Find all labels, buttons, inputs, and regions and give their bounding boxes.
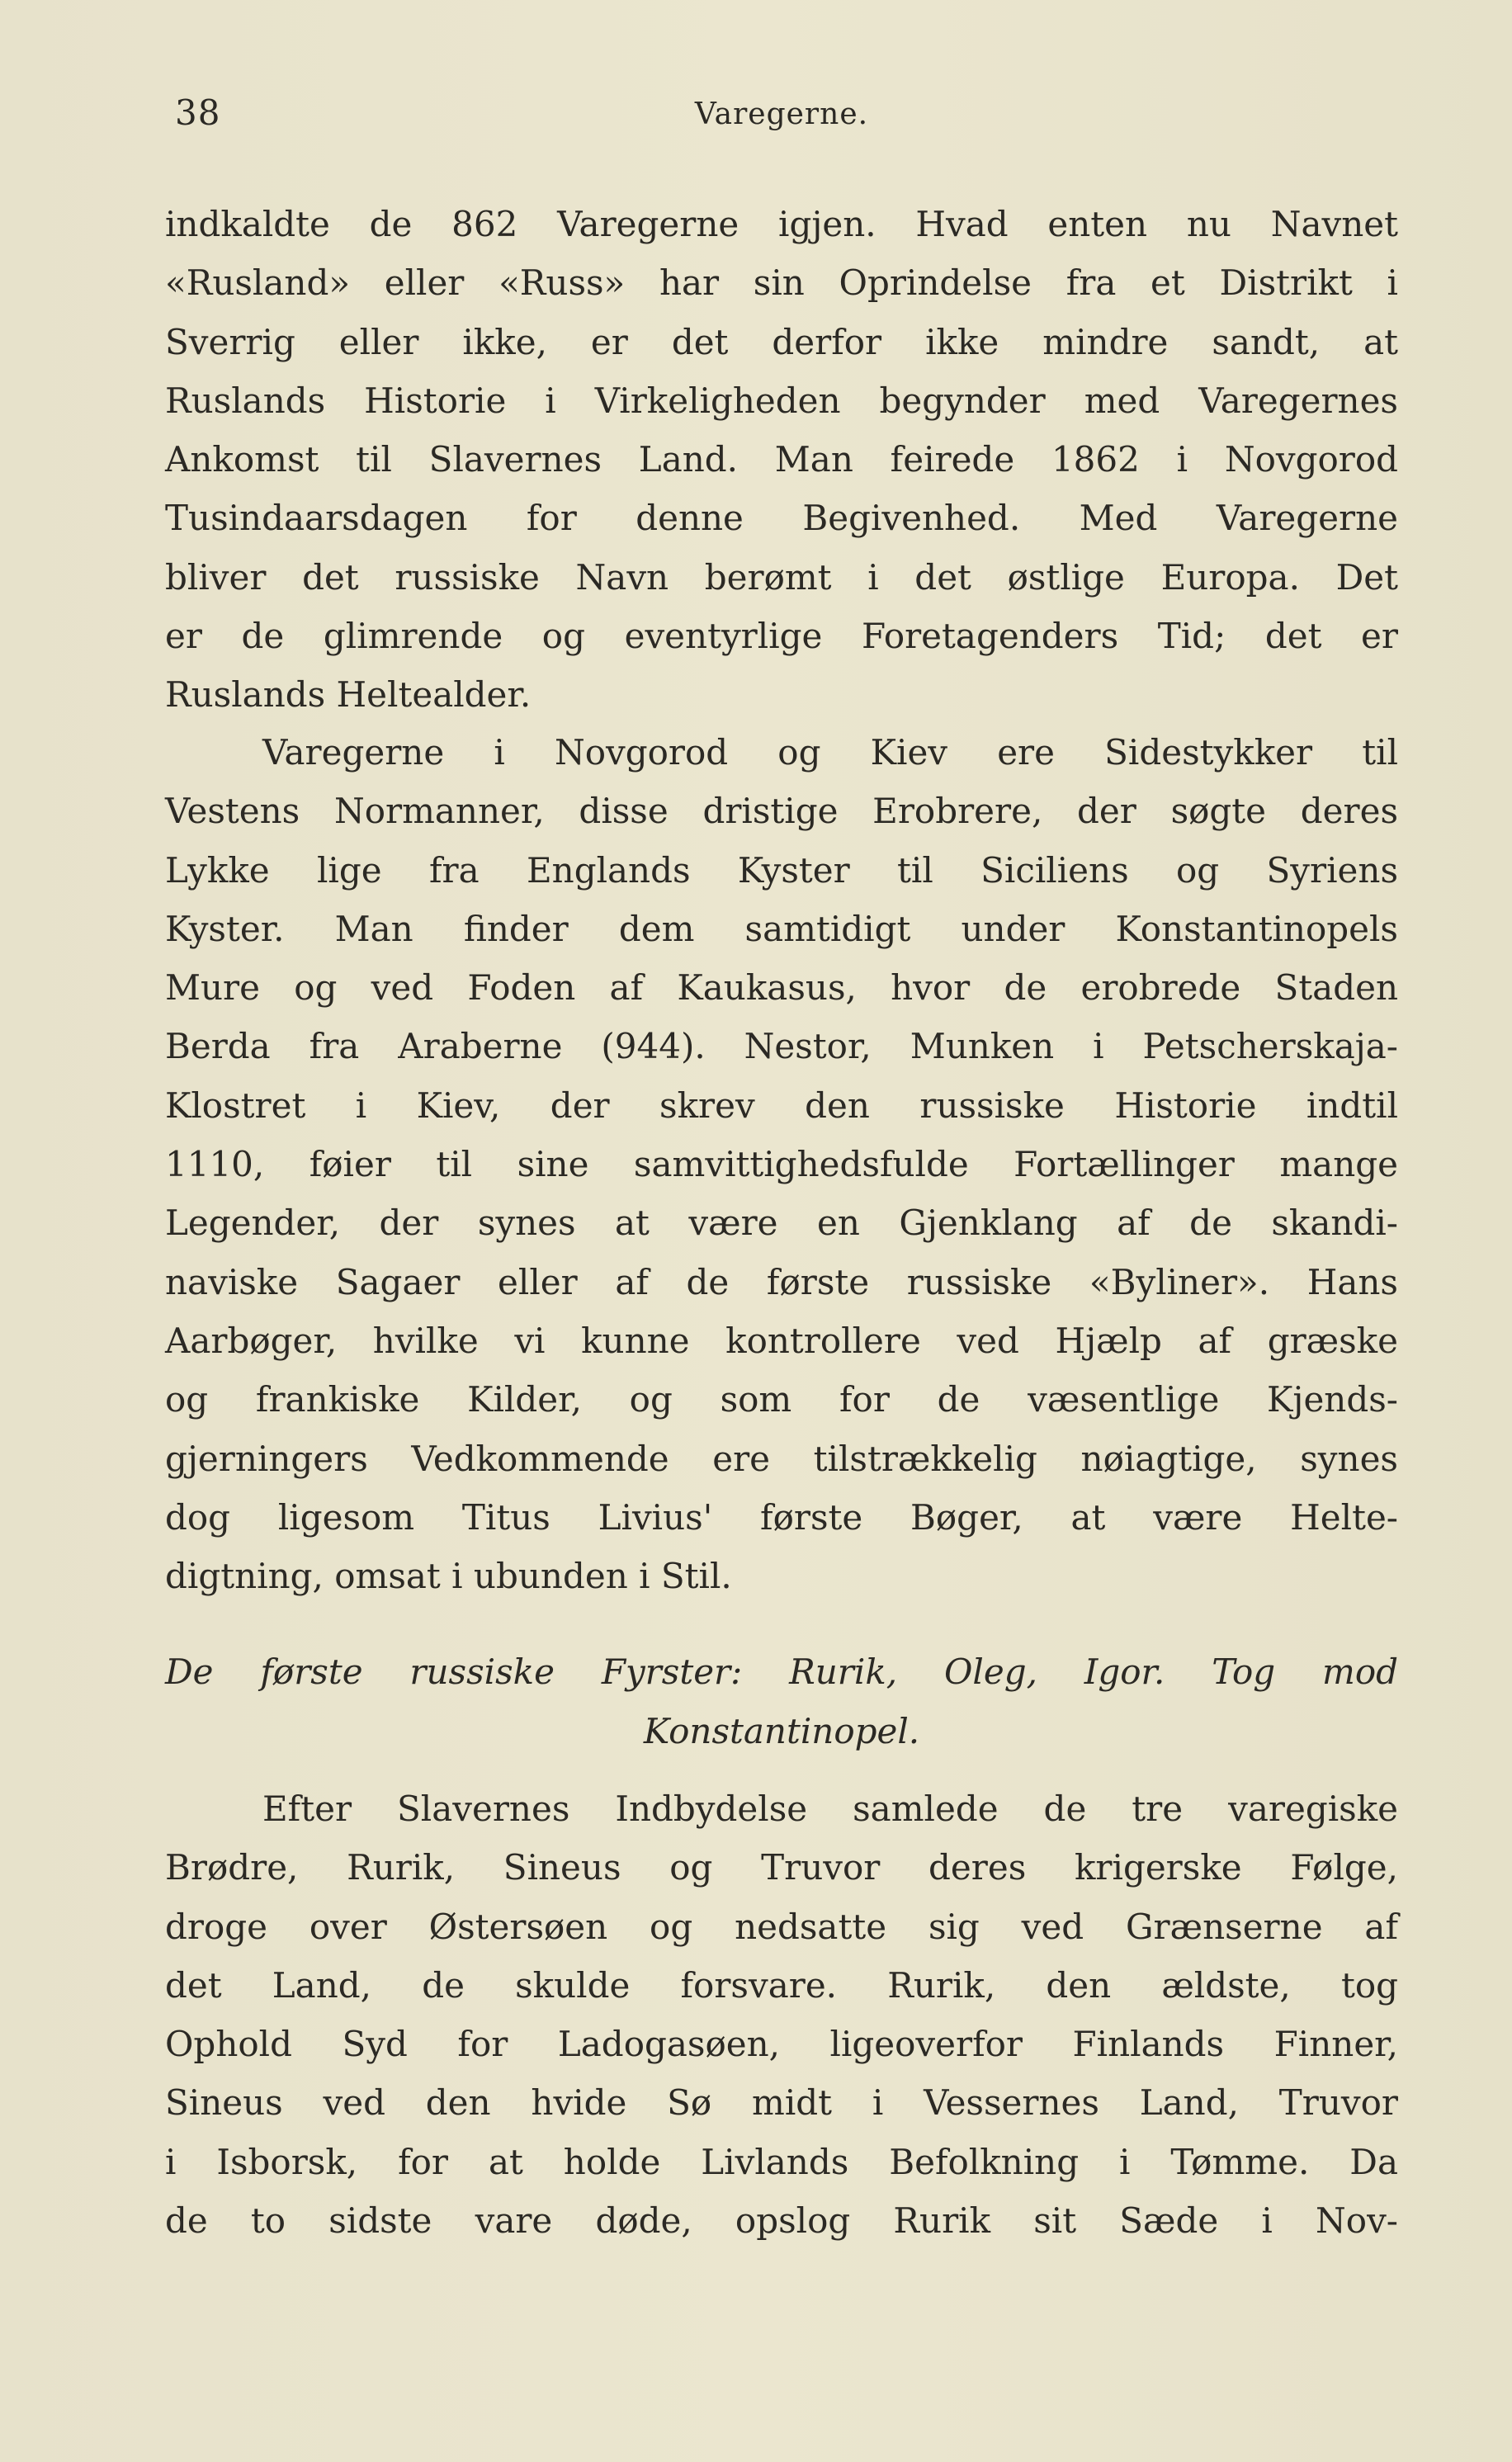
text-line: gjerningers Vedkommende ere tilstrækkelig nøiagtige, synes — [165, 1438, 1398, 1479]
paragraph-2 — [165, 723, 1398, 1605]
text-line: 1110, føier til sine samvittighedsfulde Fortællinger mange — [165, 1144, 1398, 1185]
section-heading-line-1: De første russiske Fyrster: Rurik, Oleg, Igor. Tog mod — [165, 1652, 1398, 1692]
text-line: Aarbøger, hvilke vi kunne kontrollere ved Hjælp af græske — [165, 1320, 1398, 1361]
text-line: Legender, der synes at være en Gjenklang af de skandi- — [165, 1203, 1398, 1244]
page-number: 38 — [175, 92, 221, 133]
text-line: Klostret i Kiev, der skrev den russiske Historie indtil — [165, 1085, 1398, 1126]
text-line: det Land, de skulde forsvare. Rurik, den ældste, tog — [165, 1964, 1398, 2006]
section-heading — [165, 1642, 1398, 1761]
text-line: Mure og ved Foden af Kaukasus, hvor de erobrede Staden — [165, 967, 1398, 1009]
text-line: Sineus ved den hvide Sø midt i Vessernes Land, Truvor — [165, 2082, 1398, 2124]
text-line: Ruslands Heltealder. — [165, 674, 532, 716]
text-line: Varegerne i Novgorod og Kiev ere Sidestykker til — [262, 732, 1398, 773]
text-line: Tusindaarsdagen for denne Begivenhed. Med Varegerne — [165, 498, 1398, 539]
text-line: Kyster. Man finder dem samtidigt under Konstantinopels — [165, 908, 1398, 949]
section-heading-line-2: Konstantinopel. — [643, 1711, 920, 1751]
text-line: Ophold Syd for Ladogasøen, ligeoverfor Finlands Finner, — [165, 2024, 1398, 2065]
text-line: Efter Slavernes Indbydelse samlede de tre varegiske — [262, 1789, 1398, 1829]
text-line: Brødre, Rurik, Sineus og Truvor deres krigerske Følge, — [165, 1847, 1398, 1888]
text-line: er de glimrende og eventyrlige Foretagenders Tid; det er — [165, 616, 1398, 657]
text-line: Ruslands Historie i Virkeligheden begynder med Varegernes — [165, 380, 1398, 421]
text-line: Sverrig eller ikke, er det derfor ikke mindre sandt, at — [165, 321, 1398, 362]
text-line: indkaldte de 862 Varegerne igjen. Hvad enten nu Navnet — [165, 204, 1398, 244]
text-line: dog ligesom Titus Livius' første Bøger, at være Helte- — [165, 1496, 1398, 1538]
paragraph-3 — [165, 1779, 1398, 2250]
text-line: Berda fra Araberne (944). Nestor, Munken i Petscherskaja- — [165, 1026, 1398, 1067]
running-title: Varegerne. — [694, 97, 869, 131]
text-line: Lykke lige fra Englands Kyster til Siciliens og Syriens — [165, 849, 1398, 891]
text-line: i Isborsk, for at holde Livlands Befolkning i Tømme. Da — [165, 2141, 1398, 2182]
text-line: digtning, omsat i ubunden i Stil. — [165, 1556, 732, 1597]
page-header — [165, 92, 1398, 150]
text-line: Ankomst til Slavernes Land. Man feirede 1862 i Novgorod — [165, 439, 1398, 480]
text-line: og frankiske Kilder, og som for de væsentlige Kjends- — [165, 1379, 1398, 1420]
text-line: Vestens Normanner, disse dristige Erobrere, der søgte deres — [165, 791, 1398, 832]
text-line: naviske Sagaer eller af de første russiske «Byliner». Hans — [165, 1261, 1398, 1302]
text-line: de to sidste vare døde, opslog Rurik sit Sæde i Nov- — [165, 2200, 1398, 2242]
text-line: droge over Østersøen og nedsatte sig ved Grænserne af — [165, 1906, 1398, 1947]
text-line: «Rusland» eller «Russ» har sin Oprindelse fra et Distrikt i — [165, 262, 1398, 304]
paragraph-1 — [165, 195, 1398, 725]
text-line: bliver det russiske Navn berømt i det østlige Europa. Det — [165, 556, 1398, 598]
